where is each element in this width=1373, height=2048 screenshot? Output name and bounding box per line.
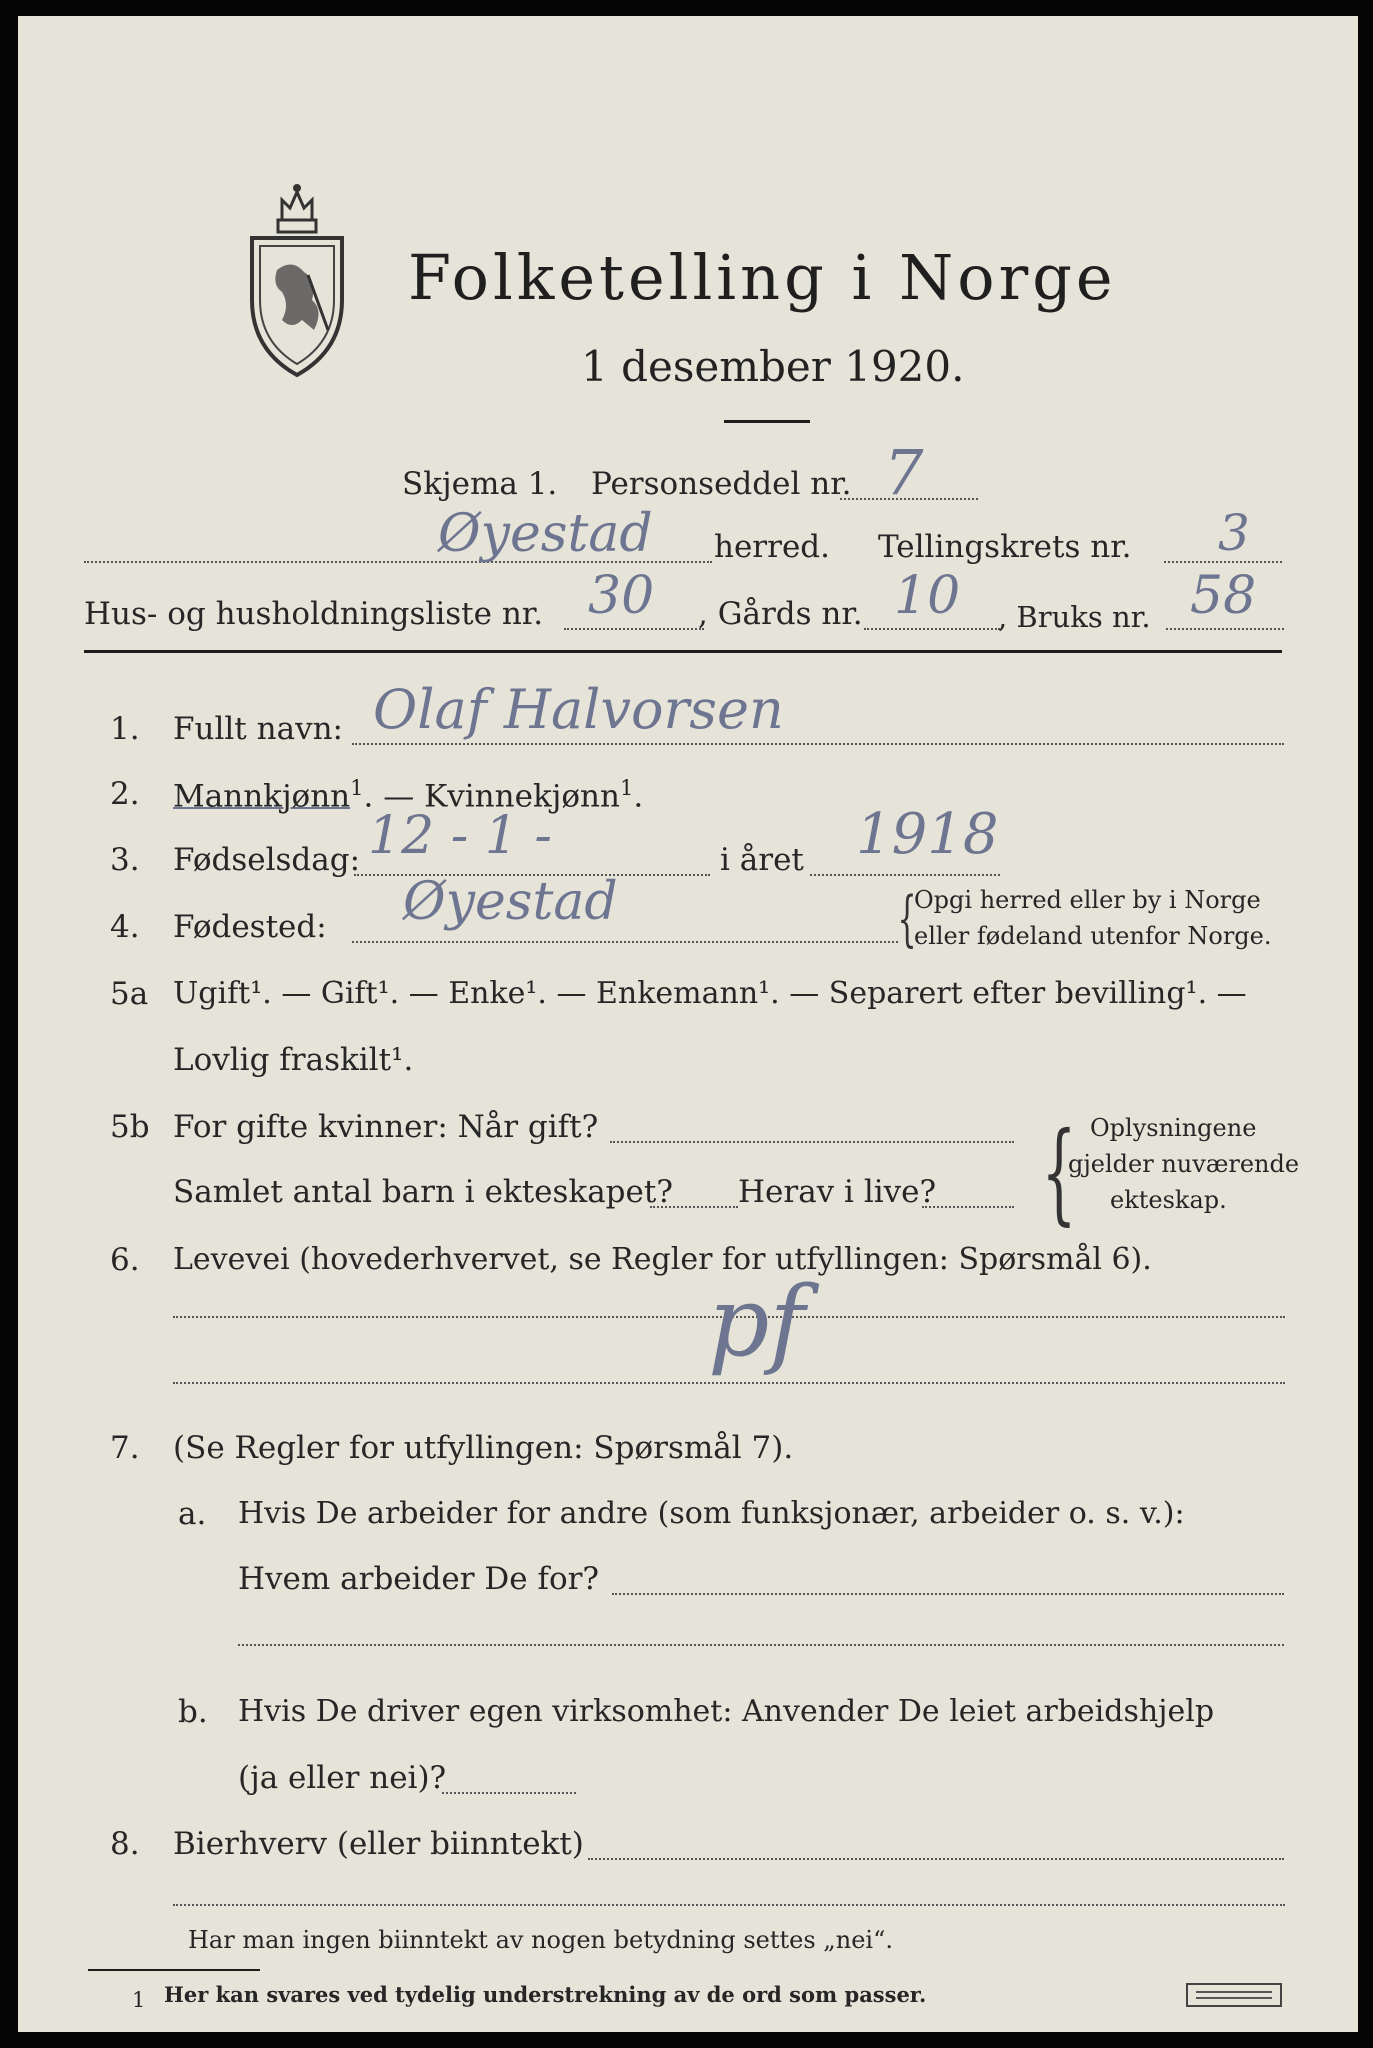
q7b-line1: Hvis De driver egen virksomhet: Anvender De leiet arbeidshjelp	[238, 1694, 1215, 1729]
q7a-employer-field-line	[612, 1593, 1284, 1595]
q5b-note-line2: gjelder nuværende	[1068, 1150, 1300, 1178]
q2-footnote-ref-2: 1	[619, 776, 634, 800]
q4-field-line	[352, 941, 898, 943]
q3-birthday-value: 12 - 1 -	[368, 806, 552, 866]
bruks-value: 58	[1190, 566, 1257, 626]
q8-note: Har man ingen biinntekt av nogen betydning settes „nei“.	[188, 1926, 893, 1954]
census-form-page	[18, 16, 1358, 2032]
q6-label: Levevei (hovederhvervet, se Regler for utfyllingen: Spørsmål 6).	[173, 1242, 1152, 1277]
printer-stamp-icon	[1186, 1983, 1282, 2007]
q7-label: (Se Regler for utfyllingen: Spørsmål 7).	[173, 1430, 794, 1466]
hus-field-line	[564, 628, 704, 630]
q5b-note-line3: ekteskap.	[1110, 1186, 1227, 1214]
tellingskrets-value: 3	[1218, 504, 1250, 562]
schema-label: Skjema 1.	[402, 466, 558, 502]
q3-year-field-line	[810, 874, 1000, 876]
q4-note-brace: {	[897, 884, 917, 954]
q4-birthplace-value: Øyestad	[403, 872, 618, 932]
footnote-divider	[88, 1969, 260, 1971]
herred-value: Øyestad	[438, 504, 653, 564]
hus-value: 30	[588, 566, 655, 626]
q8-field-line-2	[173, 1904, 1285, 1906]
q5a-options-line1: Ugift¹. — Gift¹. — Enke¹. — Enkemann¹. — Separert efter bevilling¹. —	[173, 976, 1247, 1011]
q7a-number: a.	[178, 1496, 207, 1532]
q1-number: 1.	[110, 711, 140, 747]
herred-label: herred.	[714, 529, 830, 565]
q5b-alive-label: Herav i live?	[738, 1174, 937, 1210]
q5b-alive-field-line	[922, 1206, 1014, 1208]
q1-name-value: Olaf Halvorsen	[373, 678, 784, 741]
norwegian-coat-of-arms-icon	[242, 180, 352, 380]
q5a-options-line2: Lovlig fraskilt¹.	[173, 1042, 414, 1078]
gards-value: 10	[894, 566, 961, 626]
gards-label: , Gårds nr.	[698, 596, 863, 632]
personseddel-value: 7	[884, 436, 924, 509]
gards-field-line	[864, 628, 1000, 630]
hus-label: Hus- og husholdningsliste nr.	[84, 596, 544, 632]
form-title: Folketelling i Norge	[408, 241, 1117, 314]
header-divider	[84, 650, 1282, 653]
q6-occupation-value: pf	[708, 1266, 805, 1378]
q4-number: 4.	[110, 909, 140, 945]
q6-number: 6.	[110, 1242, 140, 1278]
q5b-children-field-line	[650, 1206, 738, 1208]
q5a-number: 5a	[110, 976, 149, 1012]
q2-footnote-ref-1: 1	[350, 776, 364, 800]
q5b-when-married-field-line	[610, 1141, 1014, 1143]
q6-field-line-2	[173, 1382, 1285, 1384]
q2-end: .	[633, 778, 644, 815]
bruks-label: , Bruks nr.	[998, 600, 1151, 634]
bruks-field-line	[1166, 628, 1284, 630]
q5b-note-brace: {	[1041, 1108, 1077, 1236]
q7a-employer-field-line-2	[238, 1644, 1284, 1646]
q4-note-line1: Opgi herred eller by i Norge	[914, 886, 1261, 914]
q8-number: 8.	[110, 1826, 140, 1862]
q3-year-value: 1918	[856, 802, 999, 867]
census-date: 1 desember 1920.	[581, 342, 965, 391]
q7a-line1: Hvis De arbeider for andre (som funksjonær, arbeider o. s. v.):	[238, 1496, 1185, 1531]
q5b-when-married-label: For gifte kvinner: Når gift?	[173, 1109, 599, 1145]
q7a-employer-label: Hvem arbeider De for?	[238, 1561, 600, 1597]
q7b-hired-help-field-line	[442, 1792, 576, 1794]
q7-number: 7.	[110, 1430, 140, 1466]
q1-field-line	[352, 743, 1284, 745]
q5b-children-label: Samlet antal barn i ekteskapet?	[173, 1174, 673, 1210]
footnote-marker: 1	[132, 1988, 146, 2012]
q3-number: 3.	[110, 842, 140, 878]
q2-number: 2.	[110, 776, 140, 812]
title-divider	[724, 420, 810, 423]
q7b-number: b.	[178, 1694, 208, 1730]
q7b-hired-help-label: (ja eller nei)?	[238, 1760, 447, 1796]
q8-field-line	[588, 1858, 1284, 1860]
q1-label: Fullt navn:	[173, 711, 343, 747]
q4-label: Fødested:	[173, 909, 327, 945]
tellingskrets-label: Tellingskrets nr.	[878, 529, 1132, 565]
q5b-number: 5b	[110, 1109, 150, 1145]
q2-female-option: . — Kvinnekjønn	[363, 778, 620, 815]
q2-male-option: Mannkjønn	[173, 778, 351, 815]
q3-year-label: i året	[720, 842, 804, 878]
q3-label: Fødselsdag:	[173, 842, 361, 878]
footnote-text: Her kan svares ved tydelig understrekning av de ord som passer.	[164, 1982, 927, 2007]
q5b-note-line1: Oplysningene	[1090, 1114, 1257, 1142]
personseddel-label: Personseddel nr.	[591, 466, 852, 502]
q4-note-line2: eller fødeland utenfor Norge.	[914, 922, 1272, 950]
q8-label: Bierhverv (eller biinntekt)	[173, 1826, 584, 1862]
